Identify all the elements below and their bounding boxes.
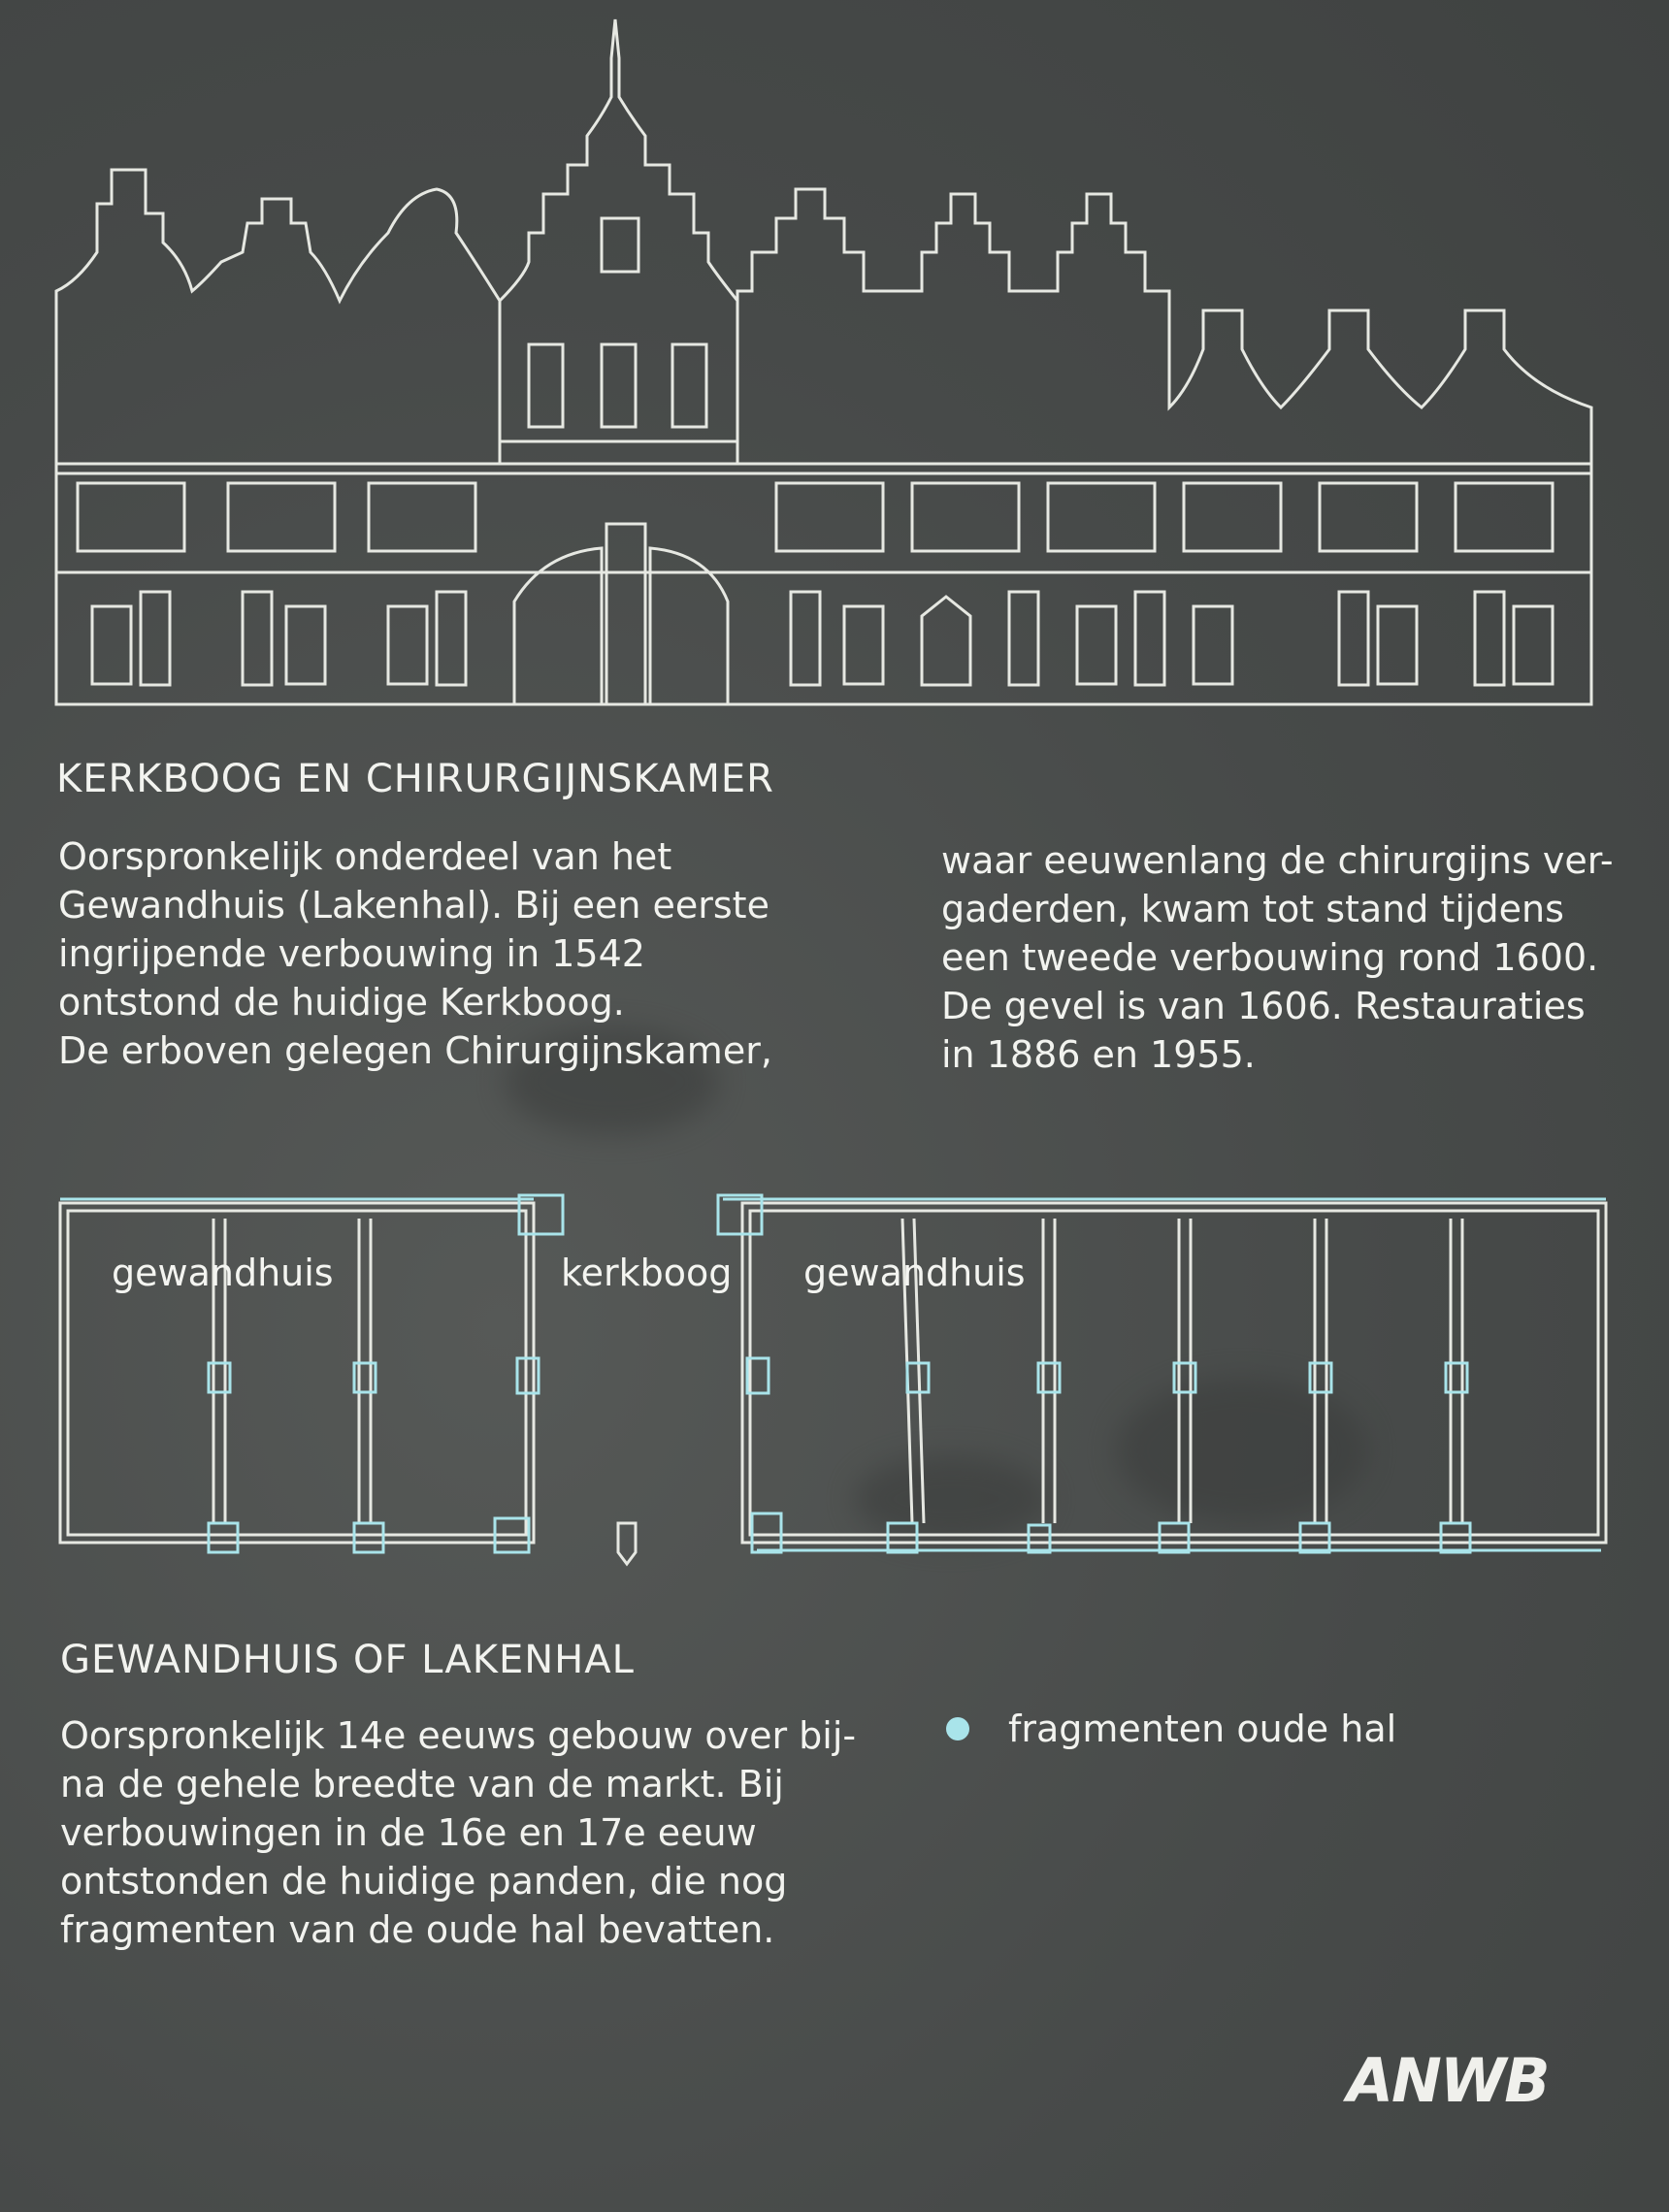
- old-hall-fragments: [60, 1195, 1606, 1552]
- section2-text: Oorspronkelijk 14e eeuws gebouw over bij- na de gehele breedte van de markt. Bij verbouwingen in de 16e en 17e eeuw ontstonden de huidige panden, die nog fragmenten van de oude hal bevatten.: [60, 1714, 857, 1951]
- kerkboog-pillar: [618, 1523, 636, 1564]
- plan-label-gewandhuis-right: gewandhuis: [803, 1252, 1026, 1294]
- section-heading-kerkboog: KERKBOOG EN CHIRURGIJNSKAMER: [56, 757, 774, 801]
- legend: [946, 1708, 1396, 1750]
- anwb-logo: ANWB: [1347, 2045, 1549, 2116]
- fragment-marker-icon: [946, 1717, 969, 1740]
- plan-label-gewandhuis-left: gewandhuis: [112, 1252, 334, 1294]
- legend-label: fragmenten oude hal: [1008, 1708, 1397, 1750]
- section1-text-column-right: waar eeuwenlang de chirurgijns ver- gaderden, kwam tot stand tijdens een tweede verbouwing rond 1600. De gevel is van 1606. Restauraties in 1886 en 1955.: [941, 839, 1614, 1076]
- section-heading-gewandhuis: GEWANDHUIS OF LAKENHAL: [60, 1638, 635, 1682]
- section1-text-column-left: Oorspronkelijk onderdeel van het Gewandhuis (Lakenhal). Bij een eerste ingrijpende verbouwing in 1542 ontstond de huidige Kerkboog. De erboven gelegen Chirurgijnskamer,: [58, 835, 772, 1072]
- plan-label-kerkboog: kerkboog: [561, 1252, 733, 1294]
